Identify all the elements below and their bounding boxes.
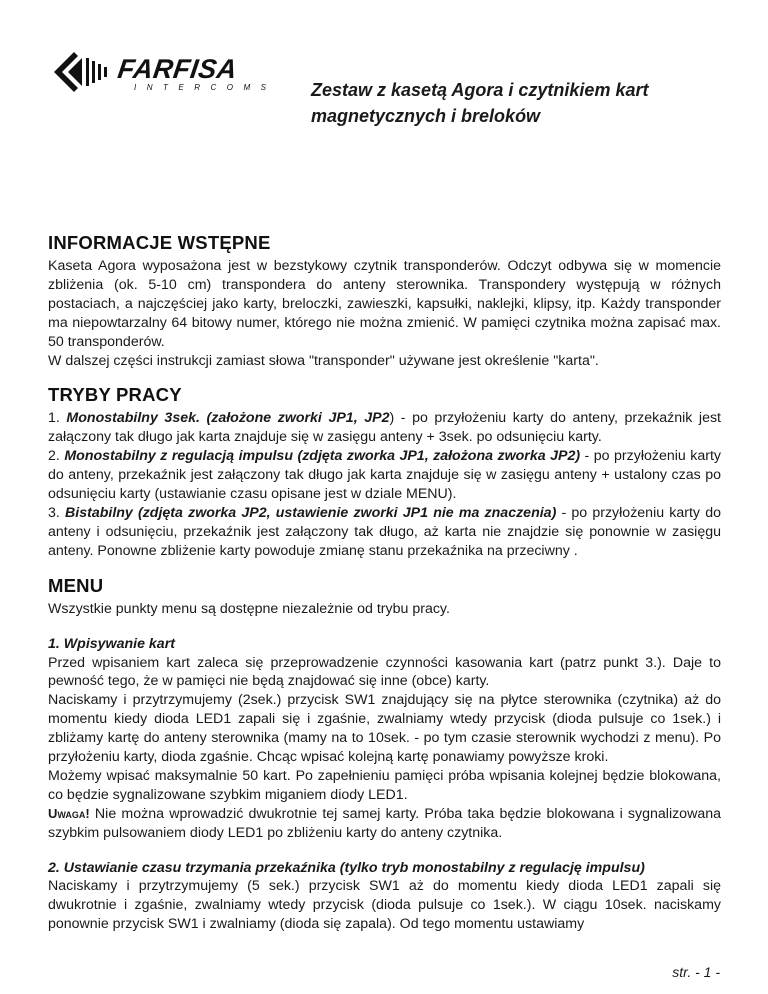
page-number: str. - 1 - bbox=[672, 964, 720, 980]
menu-sub2-title: 2. Ustawianie czasu trzymania przekaźnika (tylko tryb monostabilny z regulację impulsu) bbox=[48, 859, 645, 876]
brand-name: FARFISA bbox=[115, 54, 240, 84]
intro-paragraph: Kaseta Agora wyposażona jest w bezstykowy czytnik transponderów. Odczyt odbywa się w momencie zbliżenia (ok. 5-10 cm) transpondera do anteny sterownika. Transpondery występują w różnych postaciach, a najczęściej jako karty, breloczki, zawieszki, kapsułki, naklejki, klipsy, itp. Każdy transponder ma niepowtarzalny 64 bitowy numer, którego nie można zmienić. W pamięci czytnika można zapisać max. 50 transponderów. bbox=[48, 258, 721, 350]
menu-sub1-p3: Możemy wpisać maksymalnie 50 kart. Po zapełnieniu pamięci próba wpisania kolejnej będzie blokowana, co będzie sygnalizowane szybkim miganiem diody LED1. bbox=[48, 767, 721, 803]
menu-sub1-title: 1. Wpisywanie kart bbox=[48, 635, 175, 652]
mode-item-1: 1. Monostabilny 3sek. (założone zworki JP1, JP2) - po przyłożeniu karty do anteny, przekaźnik jest załączony tak długo jak karta znajduje się w zasięgu anteny + 3sek. po odsunięciu karty. bbox=[48, 410, 721, 446]
mode-item-3: 3. Bistabilny (zdjęta zworka JP2, ustawienie zworki JP1 nie ma znaczenia) - po przyłożeniu karty do anteny i odsunięciu, przekaźnik jest załączony tak długo, aż karta nie znajdzie się ponownie w zasięgu anteny. Ponowne zbliżenie karty powoduje zmianę stanu przekaźnika na przeciwny . bbox=[48, 504, 721, 559]
warning-label: Uwaga! bbox=[48, 805, 90, 821]
menu-sub1-p1: Przed wpisaniem kart zaleca się przeprowadzenie czynności kasowania kart (patrz punkt 3.). Daje to pewność tego, że w pamięci nie będą znajdować się inne (obce) karty. bbox=[48, 654, 721, 690]
intro-note: W dalszej części instrukcji zamiast słowa "transponder" używane jest określenie "karta". bbox=[48, 352, 599, 369]
content bbox=[48, 232, 721, 934]
mode-item-2: 2. Monostabilny z regulacją impulsu (zdjęta zworka JP1, założona zworka JP2) - po przyłożeniu karty do anteny, przekaźnik jest załączony tak długo jak karta znajduje się w zasięgu anteny + ustalony czas po odsunięciu karty (ustawianie czasu opisane jest w dziale MENU). bbox=[48, 448, 722, 503]
farfisa-logo bbox=[52, 50, 282, 98]
document-title: Zestaw z kasetą Agora i czytnikiem kart magnetycznych i breloków bbox=[311, 80, 649, 126]
menu-sub1-warning: Uwaga! Nie można wprowadzić dwukrotnie tej samej karty. Próba taka będzie blokowana i sygnalizowana szybkim pulsowaniem diody LED1 po zbliżeniu karty do anteny czytnika. bbox=[48, 805, 721, 841]
section-heading-intro: INFORMACJE WSTĘPNE bbox=[48, 232, 271, 253]
menu-sub1-p2: Naciskamy i przytrzymujemy (2sek.) przycisk SW1 znajdujący się na płytce sterownika (czytnika) aż do momentu kiedy dioda LED1 zapali się i zgaśnie, zwalniamy wtedy przycisk (dioda pulsuje co 1sek.) i zbliżamy kartę do anteny sterownika (mamy na to 10sek. - po tym czasie sterownik wychodzi z menu). Po przyłożeniu karty, dioda zgaśnie. Chcąc wpisać kolejną kartę ponawiamy powyższe kroki. bbox=[48, 692, 721, 766]
section-heading-modes: TRYBY PRACY bbox=[48, 384, 182, 406]
brand-subtitle: INTERCOMS bbox=[134, 83, 277, 92]
logo-emblem-icon bbox=[52, 50, 116, 94]
menu-sub2-p1: Naciskamy i przytrzymujemy (5 sek.) przycisk SW1 aż do momentu kiedy dioda LED1 zapali się dwukrotnie i zgaśnie, zwalniamy wtedy przycisk (dioda pulsuje co 1sek.). W ciągu 10sek. naciskamy ponownie przycisk SW1 i zwalniamy (dioda się zapala). Od tego momentu ustawiamy bbox=[48, 878, 721, 933]
section-heading-menu: MENU bbox=[48, 574, 104, 596]
menu-intro: Wszystkie punkty menu są dostępne niezależnie od trybu pracy. bbox=[48, 600, 450, 617]
